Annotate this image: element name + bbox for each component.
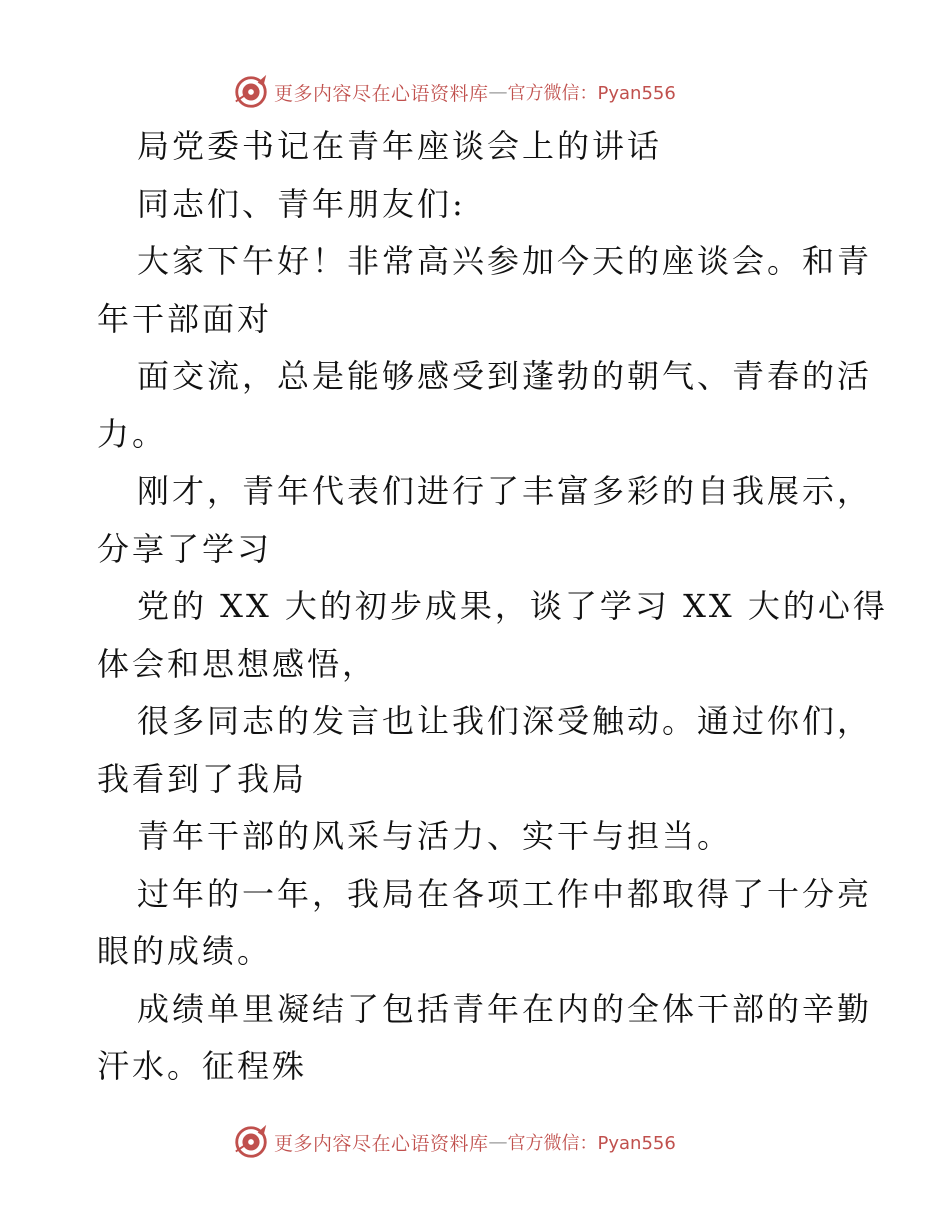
header-dash: — xyxy=(488,81,508,103)
footer-dash: — xyxy=(488,1131,508,1153)
document-title: 局党委书记在青年座谈会上的讲话 xyxy=(137,127,663,165)
pen-nib-logo-icon xyxy=(232,1123,270,1161)
paragraph-line: 党的 XX 大的初步成果，谈了学习 XX 大的心得 xyxy=(137,587,888,625)
paragraph-line: 成绩单里凝结了包括青年在内的全体干部的辛勤 xyxy=(137,989,873,1028)
footer-brand-text: 更多内容尽在心语资料库 xyxy=(274,1132,489,1155)
paragraph-line: 眼的成绩。 xyxy=(97,932,273,970)
paragraph-line: 青年干部的风采与活力、实干与担当。 xyxy=(137,817,733,855)
paragraph-line: 年干部面对 xyxy=(97,299,273,338)
paragraph-line: 力。 xyxy=(97,414,168,453)
paragraph-line: 刚才，青年代表们进行了丰富多彩的自我展示， xyxy=(137,472,873,510)
paragraph-line: 体会和思想感悟， xyxy=(97,644,378,683)
document-body xyxy=(97,118,888,1096)
paragraph-line: 很多同志的发言也让我们深受触动。通过你们， xyxy=(137,702,873,740)
pen-nib-logo-icon xyxy=(232,73,270,111)
header-wechat-text: 官方微信：Pyan556 xyxy=(507,83,676,104)
paragraph-line: 汗水。征程殊 xyxy=(97,1047,308,1085)
paragraph-line: 过年的一年，我局在各项工作中都取得了十分亮 xyxy=(137,874,873,913)
footer-wechat-text: 官方微信：Pyan556 xyxy=(507,1133,676,1154)
paragraph-line: 我看到了我局 xyxy=(97,759,308,798)
salutation: 同志们、青年朋友们: xyxy=(137,184,466,223)
footer-banner xyxy=(0,1120,950,1164)
header-brand-text: 更多内容尽在心语资料库 xyxy=(274,82,489,105)
paragraph-line: 分享了学习 xyxy=(97,529,273,568)
paragraph-line: 面交流，总是能够感受到蓬勃的朝气、青春的活 xyxy=(137,357,873,395)
header-banner-content xyxy=(232,70,676,114)
paragraph-line: 大家下午好！非常高兴参加今天的座谈会。和青 xyxy=(137,242,873,280)
header-banner xyxy=(0,70,950,114)
footer-banner-content xyxy=(232,1120,676,1164)
